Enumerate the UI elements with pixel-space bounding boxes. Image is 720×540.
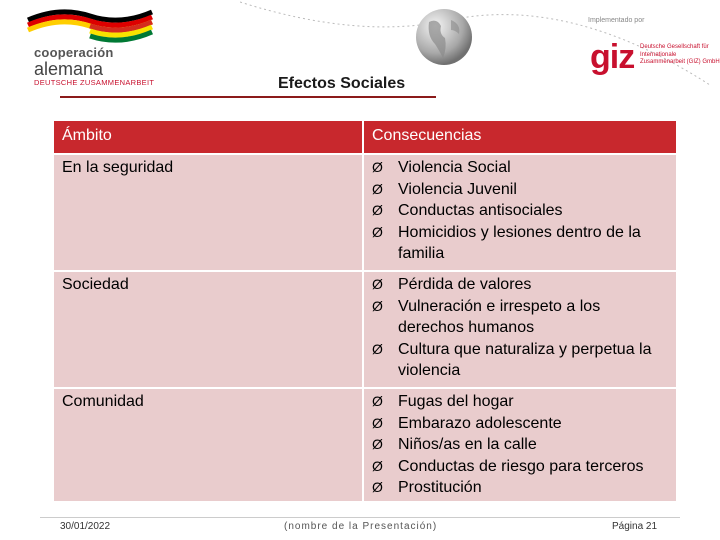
list-item-text: Violencia Social	[398, 159, 511, 176]
arrow-bullet-icon: Ø	[372, 479, 383, 495]
arrow-bullet-icon: Ø	[372, 436, 383, 452]
list-item	[372, 413, 668, 435]
list-item	[372, 179, 668, 201]
list-item-text: Conductas antisociales	[398, 202, 563, 219]
consequence-list	[372, 274, 668, 382]
consequence-list	[372, 391, 668, 499]
logo-line-1: cooperación	[34, 45, 114, 60]
footer-date: 30/01/2022	[60, 521, 111, 532]
list-item-text: Conductas de riesgo para terceros	[398, 457, 644, 475]
consecuencias-cell	[364, 270, 678, 387]
implemented-by-label: Implementado por	[588, 17, 645, 24]
arrow-bullet-icon: Ø	[372, 202, 383, 218]
arrow-bullet-icon: Ø	[372, 180, 383, 197]
list-item-text: Cultura que naturaliza y perpetua la violencia	[398, 340, 652, 379]
footer-divider	[40, 517, 680, 518]
column-header-ambito: Ámbito	[54, 121, 364, 153]
effects-table	[54, 121, 678, 501]
ambito-cell: En la seguridad	[54, 153, 364, 270]
table-row	[54, 270, 678, 387]
arrow-bullet-icon: Ø	[372, 393, 383, 409]
table-header-row	[54, 121, 678, 153]
title-underline	[60, 96, 436, 98]
list-item	[372, 296, 668, 339]
arrow-bullet-icon: Ø	[372, 159, 383, 175]
logo-line-2: alemana	[34, 59, 104, 79]
arrow-bullet-icon: Ø	[372, 223, 383, 240]
list-item-text: Prostitución	[398, 479, 482, 496]
arrow-bullet-icon: Ø	[372, 414, 383, 431]
list-item	[372, 339, 668, 382]
consecuencias-cell	[364, 387, 678, 501]
table-row	[54, 153, 678, 270]
footer-page-number: Página 21	[612, 521, 658, 532]
list-item-text: Violencia Juvenil	[398, 180, 517, 198]
list-item	[372, 222, 668, 265]
list-item-text: Fugas del hogar	[398, 393, 514, 410]
column-header-consecuencias: Consecuencias	[364, 121, 678, 153]
table-row	[54, 387, 678, 501]
list-item-text: Embarazo adolescente	[398, 414, 562, 432]
globe-icon	[415, 8, 473, 66]
list-item-text: Vulneración e irrespeto a los derechos humanos	[398, 297, 601, 336]
arrow-bullet-icon: Ø	[372, 457, 383, 474]
list-item	[372, 477, 668, 499]
list-item	[372, 200, 668, 222]
list-item-text: Pérdida de valores	[398, 276, 532, 293]
ambito-cell: Sociedad	[54, 270, 364, 387]
consequence-list	[372, 157, 668, 265]
giz-subtext: Deutsche Gesellschaft für Internationale Zusammenarbeit (GIZ) GmbH	[640, 44, 720, 65]
footer-presentation-name: (nombre de la Presentación)	[284, 521, 438, 532]
consecuencias-cell	[364, 153, 678, 270]
cooperacion-alemana-logo	[34, 46, 154, 88]
list-item	[372, 157, 668, 179]
slide-title: Efectos Sociales	[278, 75, 406, 92]
list-item	[372, 456, 668, 478]
arrow-bullet-icon: Ø	[372, 276, 383, 292]
list-item	[372, 434, 668, 456]
list-item	[372, 391, 668, 413]
german-bolivian-flag-logo	[20, 6, 160, 46]
logo-line-3: DEUTSCHE ZUSAMMENARBEIT	[34, 78, 155, 87]
arrow-bullet-icon: Ø	[372, 297, 383, 314]
giz-logo: giz	[590, 38, 635, 76]
list-item-text: Niños/as en la calle	[398, 436, 537, 453]
arrow-bullet-icon: Ø	[372, 340, 383, 357]
list-item	[372, 274, 668, 296]
list-item-text: Homicidios y lesiones dentro de la familia	[398, 223, 641, 262]
ambito-cell: Comunidad	[54, 387, 364, 501]
